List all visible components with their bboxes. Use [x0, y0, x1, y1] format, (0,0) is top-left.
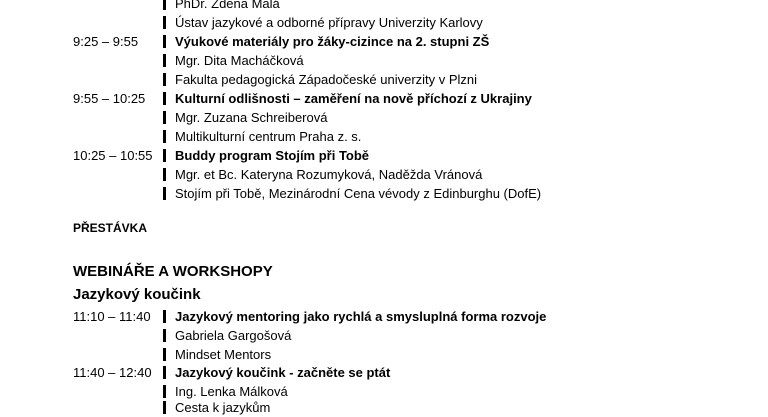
section-subheading: Jazykový koučink: [73, 286, 201, 303]
separator-bar: [163, 73, 166, 86]
session-title: Buddy program Stojím při Tobě: [175, 148, 370, 163]
speaker-name: Mgr. et Bc. Kateryna Rozumyková, Naděžda Vránová: [175, 167, 483, 182]
separator-bar: [163, 35, 166, 48]
session-title: Jazykový koučink - začněte se ptát: [175, 365, 391, 380]
session-time: 10:25 – 10:55: [73, 148, 153, 163]
speaker-affiliation: Cesta k jazykům: [175, 400, 271, 415]
speaker-affiliation: Ústav jazykové a odborné přípravy Univerzity Karlovy: [175, 15, 483, 30]
separator-bar: [163, 111, 166, 124]
speaker-affiliation: Mindset Mentors: [175, 347, 272, 362]
session-time: 9:25 – 9:55: [73, 34, 139, 49]
section-heading: WEBINÁŘE A WORKSHOPY: [73, 263, 273, 280]
separator-bar: [163, 149, 166, 162]
session-title: Jazykový mentoring jako rychlá a smysluplná forma rozvoje: [175, 309, 547, 324]
speaker-affiliation: Fakulta pedagogická Západočeské univerzity v Plzni: [175, 72, 478, 87]
separator-bar: [163, 130, 166, 143]
separator-bar: [163, 187, 166, 200]
separator-bar: [163, 92, 166, 105]
speaker-name: Ing. Lenka Málková: [175, 384, 288, 399]
speaker-name: Mgr. Zuzana Schreiberová: [175, 110, 328, 125]
session-time: 11:10 – 11:40: [73, 309, 151, 324]
separator-bar: [163, 54, 166, 67]
separator-bar: [163, 168, 166, 181]
speaker-name: PhDr. Zdena Malá: [175, 0, 280, 11]
speaker-affiliation: Stojím při Tobě, Mezinárodní Cena vévody z Edinburghu (DofE): [175, 186, 542, 201]
separator-bar: [163, 385, 166, 398]
speaker-affiliation: Multikulturní centrum Praha z. s.: [175, 129, 362, 144]
session-time: 11:40 – 12:40: [73, 365, 152, 380]
session-title: Výukové materiály pro žáky-cizince na 2. stupni ZŠ: [175, 34, 490, 49]
session-title: Kulturní odlišnosti – zaměření na nově příchozí z Ukrajiny: [175, 91, 532, 106]
separator-bar: [163, 310, 166, 323]
separator-bar: [163, 329, 166, 342]
break-label: PŘESTÁVKA: [73, 221, 148, 235]
separator-bar: [163, 401, 166, 414]
session-time: 9:55 – 10:25: [73, 91, 146, 106]
separator-bar: [163, 0, 166, 10]
speaker-name: Gabriela Gargošová: [175, 328, 292, 343]
separator-bar: [163, 348, 166, 361]
separator-bar: [163, 16, 166, 29]
separator-bar: [163, 366, 166, 379]
speaker-name: Mgr. Dita Macháčková: [175, 53, 304, 68]
